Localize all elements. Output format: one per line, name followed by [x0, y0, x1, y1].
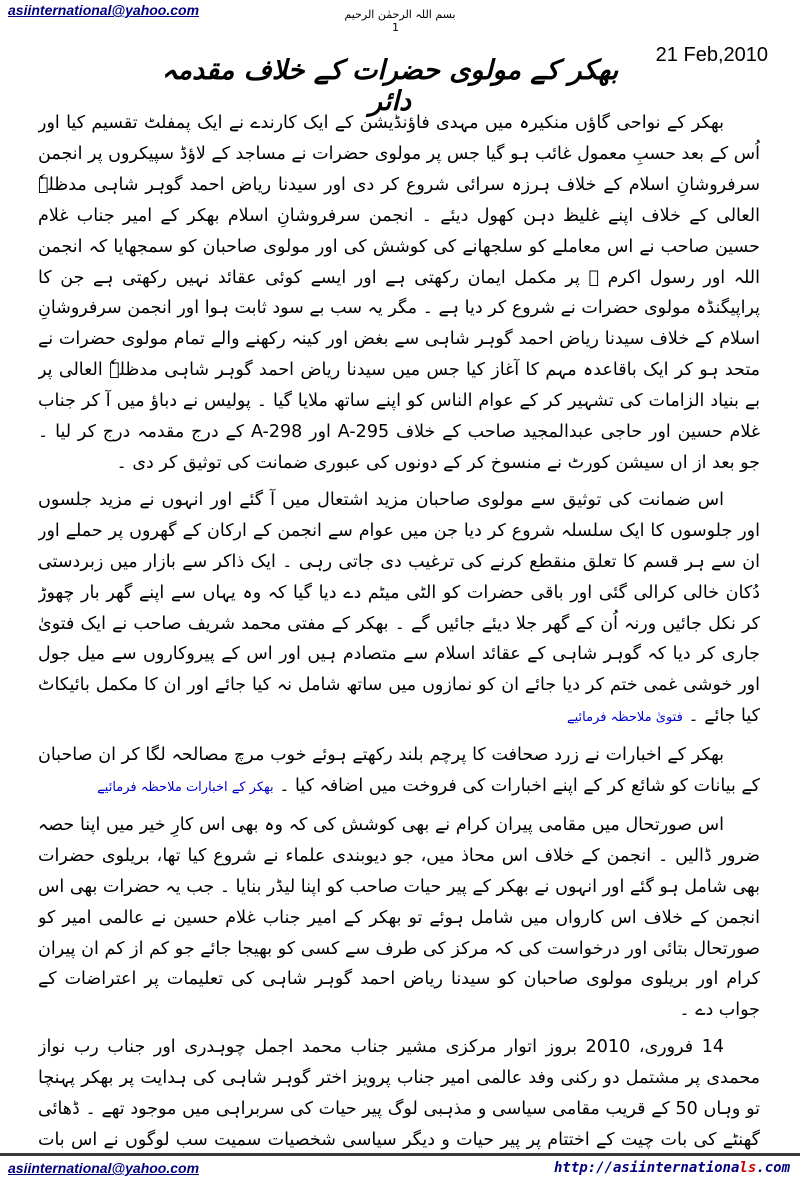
- newspapers-link[interactable]: بھکر کے اخبارات ملاحظہ فرمائیے: [97, 780, 274, 796]
- fatwa-link[interactable]: فتویٰ ملاحظہ فرمائیے: [567, 710, 683, 726]
- header-email[interactable]: asiinternational@yahoo.com: [8, 2, 200, 18]
- paragraph-1: [38, 108, 760, 479]
- paragraph-2-text: اس ضمانت کی توثیق سے مولوی صاحبان مزید اشتعال میں آ گئے اور انہوں نے مزید جلسوں اور جلوسوں کا ایک سلسلہ شروع کر دیا جن میں عوام سے انجمن کے ارکان کے گھروں پر حملے اور ان سے ہر قسم کا تعلق منقطع کرنے کی ترغیب دی جاتی رہی ۔ ایک ذاکر سے بازار میں زبردستی دُکان خالی کرالی گئی اور باقی حضرات کو الٹی میٹم دے دیا گیا کہ وہ یہاں سے اپنے گھر بار چھوڑ کر نکل جائیں ورنہ اُن کے گھر جلا دیئے جائیں گے ۔ بھکر کے مفتی محمد شریف صاحب نے ایک فتویٰ جاری کر دیا کہ گوہر شاہی کے عقائد اسلام سے متصادم ہیں اور اس کے پیروکاروں سے میل جول اور خوشی غمی ختم کر دیا جائے ان کو نمازوں میں ساتھ شامل نہ کیا جائے اور ان کا مکمل بائیکاٹ کیا جائے ۔: [38, 489, 760, 727]
- paragraph-1-text: بھکر کے نواحی گاؤں منکیرہ میں مہدی فاؤنڈیشن کے ایک کارندے نے ایک پمفلٹ تقسیم کیا اور اُس کے بعد حسبِ معمول غائب ہو گیا جس پر مولوی حضرات نے مساجد کے لاؤڈ سپیکروں پر انجمن سرفروشانِ اسلام کے خلاف ہرزہ سرائی شروع کر دی اور سیدنا ریاض احمد گوہر شاہی مدظلہٗ العالی کے خلاف اپنے غلیظ دہن کھول دیئے ۔ انجمن سرفروشانِ اسلام بھکر کے امیر جناب غلام حسین صاحب نے اس معاملے کو سلجھانے کی کوشش کی اور مولوی صاحبان کو سمجھایا کہ انجمن اللہ اور رسول اکرم ﷺ پر مکمل ایمان رکھتی ہے اور ایسے کوئی عقائد نہیں رکھتی ہے جن کا پراپیگنڈہ مولوی حضرات نے شروع کر دیا ہے ۔ مگر یہ سب بے سود ثابت ہوا اور انجمن سرفروشانِ اسلام کے خلاف سیدنا ریاض احمد گوہر شاہی سے بغض اور کینہ رکھنے والے تمام مولوی حضرات نے متحد ہو کر ایک باقاعدہ مہم کا آغاز کیا جس میں سیدنا ریاض احمد گوہر شاہی مدظلہٗ العالی پر بے بنیاد الزامات کی تشہیر کر کے عوام الناس کو اپنے ساتھ ملایا گیا ۔ پولیس نے دباؤ میں آ کر جناب غلام حسین اور حاجی عبدالمجید صاحب کے خلاف A-295 اور A-298 کے درج مقدمہ درج کر لیا ۔ جو بعد از اں سیشن کورٹ نے منسوخ کر کے دونوں کی عبوری ضمانت کی توثیق کر دی ۔: [38, 113, 760, 473]
- footer-url-part1: http://asiinternationa: [553, 1160, 740, 1176]
- page-number: 1: [392, 21, 399, 34]
- paragraph-4-text: اس صورتحال میں مقامی پیران کرام نے بھی کوشش کی کہ وہ بھی اس کارِ خیر میں اپنا حصہ ضرور ڈالیں ۔ انجمن کے خلاف اس محاذ میں، جو دیوبندی علماء نے شروع کیا تھا، بریلوی حضرات بھی شامل ہو گئے اور انہوں نے بھکر کے پیر حیات صاحب کو اپنا لیڈر بنایا ۔ جب یہ حضرات بھی اس انجمن کے خلاف اس کارواں میں شامل ہوئے تو بھکر کے امیر جناب غلام حسین نے عالمی امیر کو صورتحال بتائی اور درخواست کی کہ مرکز کی طرف سے کسی کو بھیجا جائے جو کم از کم ان پیران کرام اور بریلوی مولوی صاحبان کو سیدنا ریاض احمد گوہر شاہی کی تعلیمات پر اعتراضات کے جواب دے ۔: [38, 814, 760, 1021]
- paragraph-3: [38, 740, 760, 804]
- footer-url[interactable]: [554, 1160, 790, 1176]
- footer-url-highlight: ls: [739, 1160, 757, 1176]
- footer-url-part2: .com: [756, 1160, 790, 1176]
- paragraph-4: [38, 810, 760, 1026]
- paragraph-5: [38, 1032, 760, 1150]
- article-date: 21 Feb,2010: [655, 44, 768, 66]
- article-body: [38, 108, 760, 1150]
- footer-divider: [0, 1153, 800, 1156]
- paragraph-5-text: 14 فروری، 2010 بروز اتوار مرکزی مشیر جناب محمد اجمل چوہدری اور جناب رب نواز محمدی پر مشتمل دو رکنی وفد عالمی امیر جناب پرویز اختر گوہر شاہی کی ہدایت پر بھکر پہنچا تو وہاں 50 کے قریب مقامی سیاسی و مذہبی لوگ پیر حیات کی سربراہی میں موجود تھے ۔ ڈھائی گھنٹے کی بات چیت کے اختتام پر پیر حیات و دیگر سیاسی شخصیات سمیت سب لوگوں نے اس بات: [38, 1037, 760, 1150]
- paragraph-2: [38, 485, 760, 734]
- paragraph-3-text: بھکر کے اخبارات نے زرد صحافت کا پرچم بلند رکھتے ہوئے خوب مرچ مصالحہ لگا کر ان صاحبان کے بیانات کو شائع کر کے اپنے اخبارات کی فروخت میں اضافہ کیا ۔: [38, 745, 760, 797]
- footer-email[interactable]: asiinternational@yahoo.com: [8, 1160, 200, 1176]
- bismillah: بسم اللہ الرحمٰن الرحیم: [344, 8, 456, 21]
- article-title: بھکر کے مولوی حضرات کے خلاف مقدمہ دائر: [161, 55, 619, 117]
